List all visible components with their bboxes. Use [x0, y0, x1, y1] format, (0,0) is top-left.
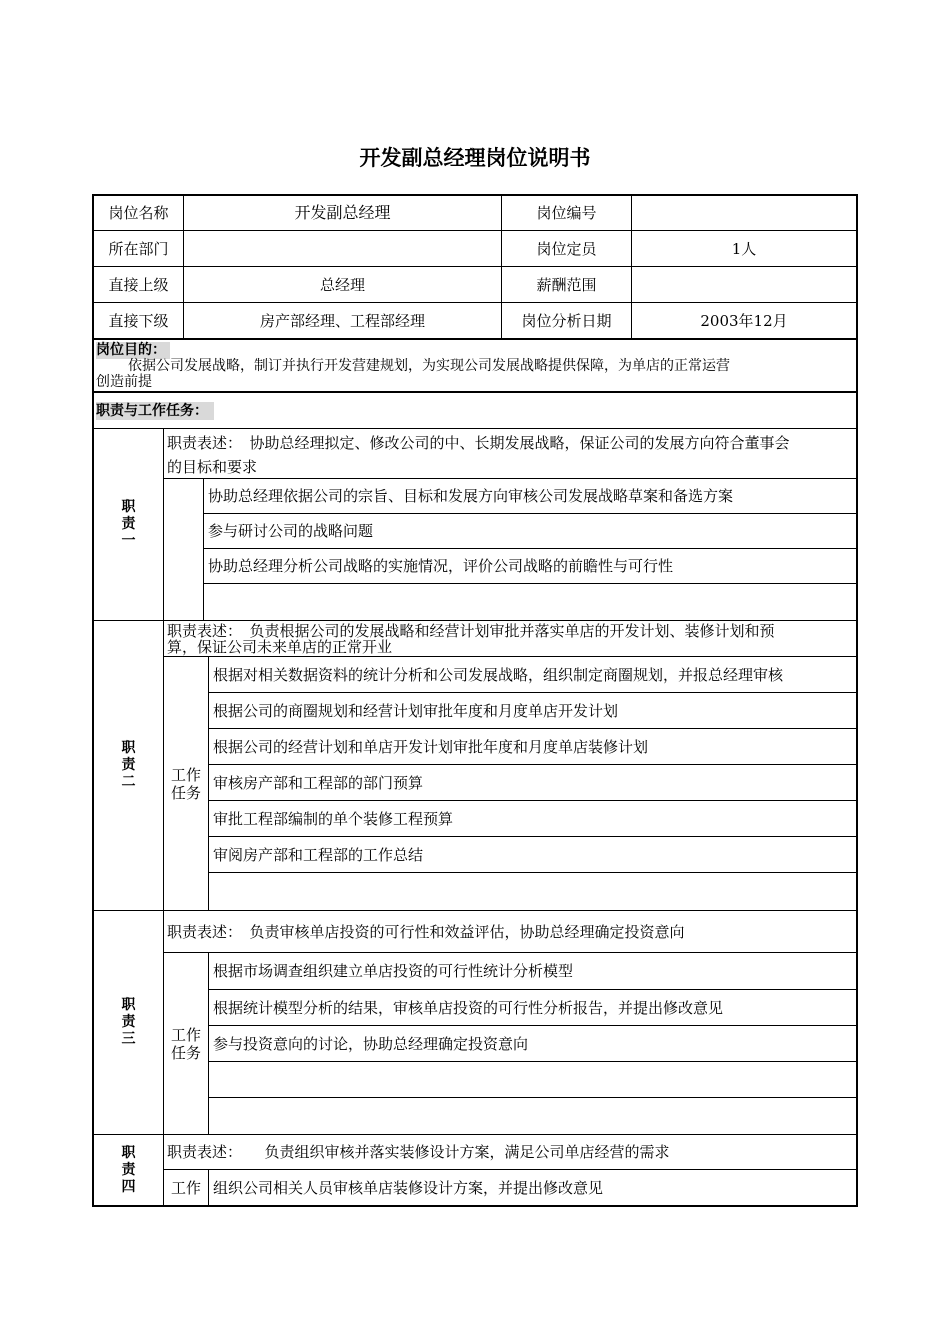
page-title: 开发副总经理岗位说明书 — [359, 146, 591, 170]
duty-1-task-3: 协助总经理分析公司战略的实施情况，评价公司战略的前瞻性与可行性 — [204, 548, 856, 583]
value-department — [184, 230, 502, 266]
duty-4-statement: 职责表述： 负责组织审核并落实装修设计方案，满足公司单店经营的需求 — [164, 1134, 856, 1169]
label-headcount: 岗位定员 — [502, 230, 632, 266]
duty-2-task-1: 根据对相关数据资料的统计分析和公司发展战略，组织制定商圈规划，并报总经理审核 — [209, 656, 856, 692]
duty-2-task-2: 根据公司的商圈规划和经营计划审批年度和月度单店开发计划 — [209, 692, 856, 728]
value-salary-range — [632, 266, 856, 302]
duty-3-task-2: 根据统计模型分析的结果，审核单店投资的可行性分析报告，并提出修改意见 — [209, 989, 856, 1025]
label-position-number: 岗位编号 — [502, 196, 632, 230]
value-analysis-date: 2003年12月 — [632, 302, 856, 338]
duty-3-task-empty-1 — [209, 1061, 856, 1097]
duty-3-label: 职责三 — [94, 910, 164, 1134]
duty-2-task-3: 根据公司的经营计划和单店开发计划审批年度和月度单店装修计划 — [209, 728, 856, 764]
duty-2-task-6: 审阅房产部和工程部的工作总结 — [209, 836, 856, 872]
duty-2-task-4: 审核房产部和工程部的部门预算 — [209, 764, 856, 800]
duty-3-task-3: 参与投资意向的讨论，协助总经理确定投资意向 — [209, 1025, 856, 1061]
duty-3-task-1: 根据市场调查组织建立单店投资的可行性统计分析模型 — [209, 952, 856, 989]
duty-2-task-label: 工作任务 — [164, 656, 209, 910]
label-direct-superior: 直接上级 — [94, 266, 184, 302]
duty-1-statement-line2: 的目标和要求 — [167, 458, 258, 476]
purpose-section — [94, 338, 856, 392]
duty-1-statement — [164, 428, 856, 478]
value-position-name: 开发副总经理 — [184, 196, 502, 230]
duty-2-statement — [164, 620, 856, 656]
duty-1-label: 职责一 — [94, 428, 164, 620]
value-position-number — [632, 196, 856, 230]
purpose-heading: 岗位目的： — [96, 342, 170, 359]
duty-1-task-empty — [204, 583, 856, 620]
label-department: 所在部门 — [94, 230, 184, 266]
duties-section-header — [94, 391, 856, 428]
duty-2-statement-line1: 职责表述： 负责根据公司的发展战略和经营计划审批并落实单店的开发计划、装修计划和预 — [167, 622, 775, 640]
value-direct-subordinates: 房产部经理、工程部经理 — [184, 302, 502, 338]
duty-4-task-label: 工作 — [164, 1169, 209, 1205]
duty-1-task-label — [164, 478, 204, 620]
duty-2-statement-line2: 算，保证公司未来单店的正常开业 — [167, 638, 393, 656]
duty-2-task-5: 审批工程部编制的单个装修工程预算 — [209, 800, 856, 836]
duty-1-task-2: 参与研讨公司的战略问题 — [204, 513, 856, 548]
value-direct-superior: 总经理 — [184, 266, 502, 302]
value-headcount: 1人 — [632, 230, 856, 266]
duty-3-statement: 职责表述： 负责审核单店投资的可行性和效益评估，协助总经理确定投资意向 — [164, 910, 856, 952]
purpose-text-line1: 依据公司发展战略，制订并执行开发营建规划，为实现公司发展战略提供保障，为单店的正常运营 — [128, 358, 730, 374]
label-salary-range: 薪酬范围 — [502, 266, 632, 302]
duty-4-label: 职责四 — [94, 1134, 164, 1205]
duties-heading: 职责与工作任务： — [96, 402, 214, 420]
duty-2-label: 职责二 — [94, 620, 164, 910]
label-direct-subordinates: 直接下级 — [94, 302, 184, 338]
label-analysis-date: 岗位分析日期 — [502, 302, 632, 338]
duty-1-statement-line1: 职责表述： 协助总经理拟定、修改公司的中、长期发展战略，保证公司的发展方向符合董事会 — [167, 434, 790, 452]
duty-2-task-empty — [209, 872, 856, 910]
duty-1-task-1: 协助总经理依据公司的宗旨、目标和发展方向审核公司发展战略草案和备选方案 — [204, 478, 856, 513]
duty-3-task-empty-2 — [209, 1097, 856, 1134]
purpose-text-line2: 创造前提 — [96, 374, 152, 390]
duty-4-task-1: 组织公司相关人员审核单店装修设计方案，并提出修改意见 — [209, 1169, 856, 1205]
label-position-name: 岗位名称 — [94, 196, 184, 230]
duty-3-task-label: 工作任务 — [164, 952, 209, 1134]
